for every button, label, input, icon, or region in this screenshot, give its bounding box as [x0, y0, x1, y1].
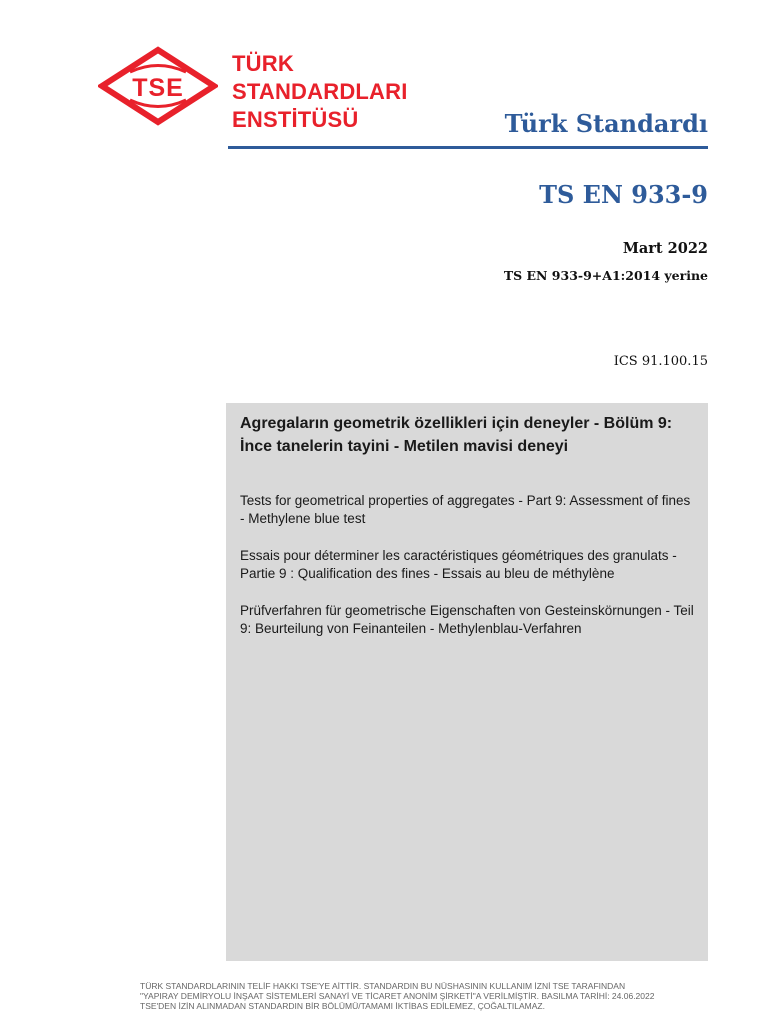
- standard-number: TS EN 933-9: [539, 180, 708, 209]
- header-divider: [228, 146, 708, 149]
- tse-logo: [98, 46, 218, 126]
- title-box: [226, 403, 708, 961]
- title-turkish: Agregaların geometrik özellikleri için deneyler - Bölüm 9: İnce tanelerin tayini - Metilen mavisi deneyi: [240, 415, 673, 455]
- copyright-footer: [140, 981, 700, 1011]
- footer-line-2: "YAPIRAY DEMİRYOLU İNŞAAT SİSTEMLERİ SANAYİ VE TİCARET ANONİM ŞİRKETİ"A VERİLMİŞTİR. BASILMA TARİHİ: 24.06.2022: [140, 991, 655, 1001]
- org-name-line-3: ENSTİTÜSÜ: [232, 107, 359, 132]
- title-english: Tests for geometrical properties of aggregates - Part 9: Assessment of fines - Methylene blue test: [240, 493, 691, 526]
- title-german: Prüfverfahren für geometrische Eigenschaften von Gesteinskörnungen - Teil 9: Beurteilung von Feinanteilen - Methylenblau-Verfahren: [240, 603, 694, 636]
- footer-line-1: TÜRK STANDARDLARININ TELİF HAKKI TSE'YE AİTTİR. STANDARDIN BU NÜSHASININ KULLANIM İZNİ TSE TARAFINDAN: [140, 981, 626, 991]
- standard-label: Türk Standardı: [504, 109, 708, 138]
- publication-date: Mart 2022: [622, 240, 708, 257]
- ics-code: ICS 91.100.15: [613, 354, 708, 369]
- org-name-line-1: TÜRK: [232, 51, 294, 76]
- org-name-line-2: STANDARDLARI: [232, 79, 408, 104]
- organization-name: [232, 50, 408, 134]
- replaces-note: TS EN 933-9+A1:2014 yerine: [503, 268, 708, 283]
- footer-line-3: TSE'DEN İZİN ALINMADAN STANDARDIN BİR BÖLÜMÜ/TAMAMI İKTİBAS EDİLEMEZ, ÇOĞALTILAMAZ.: [140, 1001, 545, 1011]
- title-french: Essais pour déterminer les caractéristiques géométriques des granulats - Partie 9 : Qualification des fines - Essais au bleu de méthylène: [240, 548, 677, 581]
- logo-text: TSE: [132, 74, 184, 102]
